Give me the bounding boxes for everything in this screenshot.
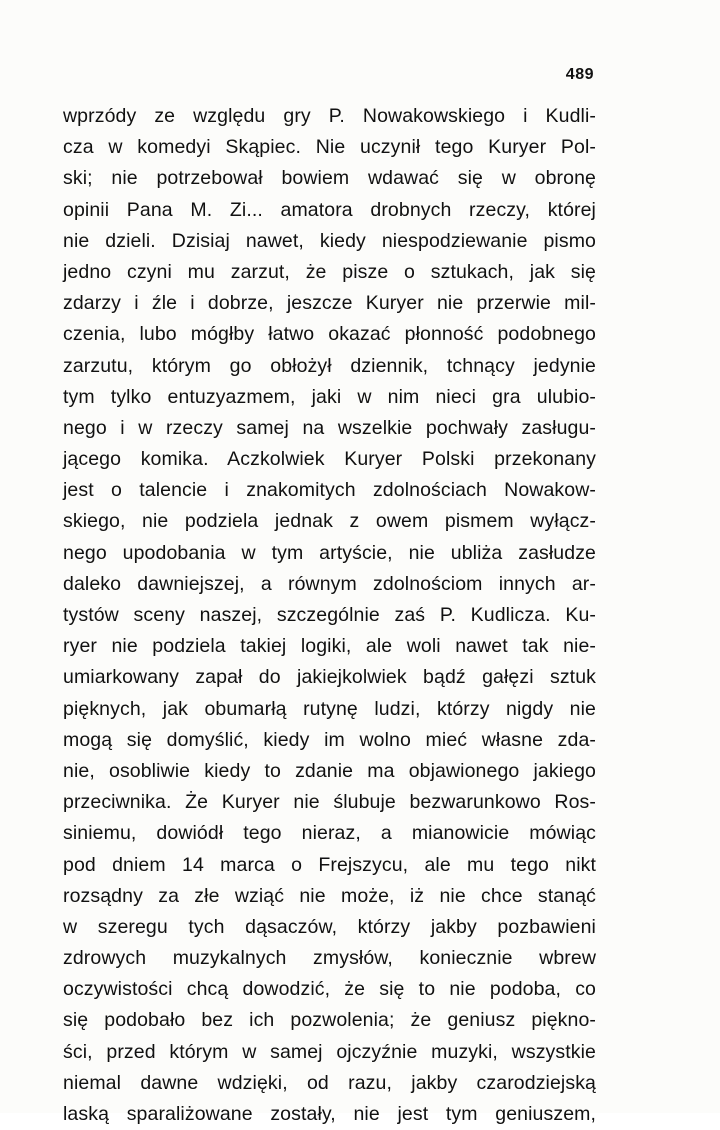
text-line: przeciwnika. Że Kuryer nie ślubuje bezwarunkowo Ros- <box>63 791 596 814</box>
text-line: skiego, nie podziela jednak z owem pismem wyłącz- <box>63 510 596 533</box>
text-line: ści, przed którym w samej ojczyźnie muzyki, wszystkie <box>63 1040 596 1063</box>
text-line: rozsądny za złe wziąć nie może, iż nie chce stanąć <box>63 884 596 907</box>
text-line: tym tylko entuzyazmem, jaki w nim nieci gra ulubio- <box>63 385 596 408</box>
text-line: nego upodobania w tym artyście, nie ubliża zasłudze <box>63 541 596 564</box>
text-line: zdarzy i źle i dobrze, jeszcze Kuryer nie przerwie mil- <box>63 292 596 315</box>
text-line: pod dniem 14 marca o Frejszycu, ale mu tego nikt <box>63 853 596 876</box>
text-line: nie, osobliwie kiedy to zdanie ma objawionego jakiego <box>63 759 596 782</box>
text-line: zarzutu, którym go obłożył dziennik, tchnący jedynie <box>63 354 596 377</box>
text-line: oczywistości chcą dowodzić, że się to nie podoba, co <box>63 978 596 1001</box>
text-line: laską sparaliżowane zostały, nie jest tym geniuszem, <box>63 1103 596 1125</box>
text-line: pięknych, jak obumarłą rutynę ludzi, którzy nigdy nie <box>63 697 596 720</box>
text-line: czenia, lubo mógłby łatwo okazać płonność podobnego <box>63 323 596 346</box>
text-line: tystów sceny naszej, szczególnie zaś P. Kudlicza. Ku- <box>63 604 596 626</box>
text-line: się podobało bez ich pozwolenia; że geniusz piękno- <box>63 1009 596 1032</box>
text-line: zdrowych muzykalnych zmysłów, koniecznie wbrew <box>63 947 596 970</box>
text-line: niemal dawne wdzięki, od razu, jakby czarodziejską <box>63 1071 596 1094</box>
text-line: jedno czyni mu zarzut, że pisze o sztukach, jak się <box>63 260 596 283</box>
text-line: umiarkowany zapał do jakiejkolwiek bądź gałęzi sztuk <box>63 666 596 689</box>
text-line: jest o talencie i znakomitych zdolnościach Nowakow- <box>63 479 596 502</box>
text-line: jącego komika. Aczkolwiek Kuryer Polski przekonany <box>63 448 596 471</box>
text-line: ryer nie podziela takiej logiki, ale woli nawet tak nie- <box>63 635 596 658</box>
text-line: mogą się domyślić, kiedy im wolno mieć własne zda- <box>63 728 596 751</box>
text-line: daleko dawniejszej, a równym zdolnościom innych ar- <box>63 572 596 595</box>
page-number: 489 <box>565 66 594 83</box>
text-line: ski; nie potrzebował bowiem wdawać się w obronę <box>63 167 596 190</box>
text-line: siniemu, dowiódł tego nieraz, a mianowicie mówiąc <box>63 822 596 845</box>
text-line: nego i w rzeczy samej na wszelkie pochwały zasługu- <box>63 416 596 439</box>
text-line: nie dzieli. Dzisiaj nawet, kiedy niespodziewanie pismo <box>63 229 596 252</box>
text-line: opinii Pana M. Zi... amatora drobnych rzeczy, której <box>63 198 596 221</box>
body-text <box>63 101 596 1130</box>
text-line: cza w komedyi Skąpiec. Nie uczynił tego Kuryer Pol- <box>63 136 596 159</box>
text-line: w szeregu tych dąsaczów, którzy jakby pozbawieni <box>63 915 596 938</box>
text-line: wprzódy ze względu gry P. Nowakowskiego i Kudli- <box>63 105 596 127</box>
